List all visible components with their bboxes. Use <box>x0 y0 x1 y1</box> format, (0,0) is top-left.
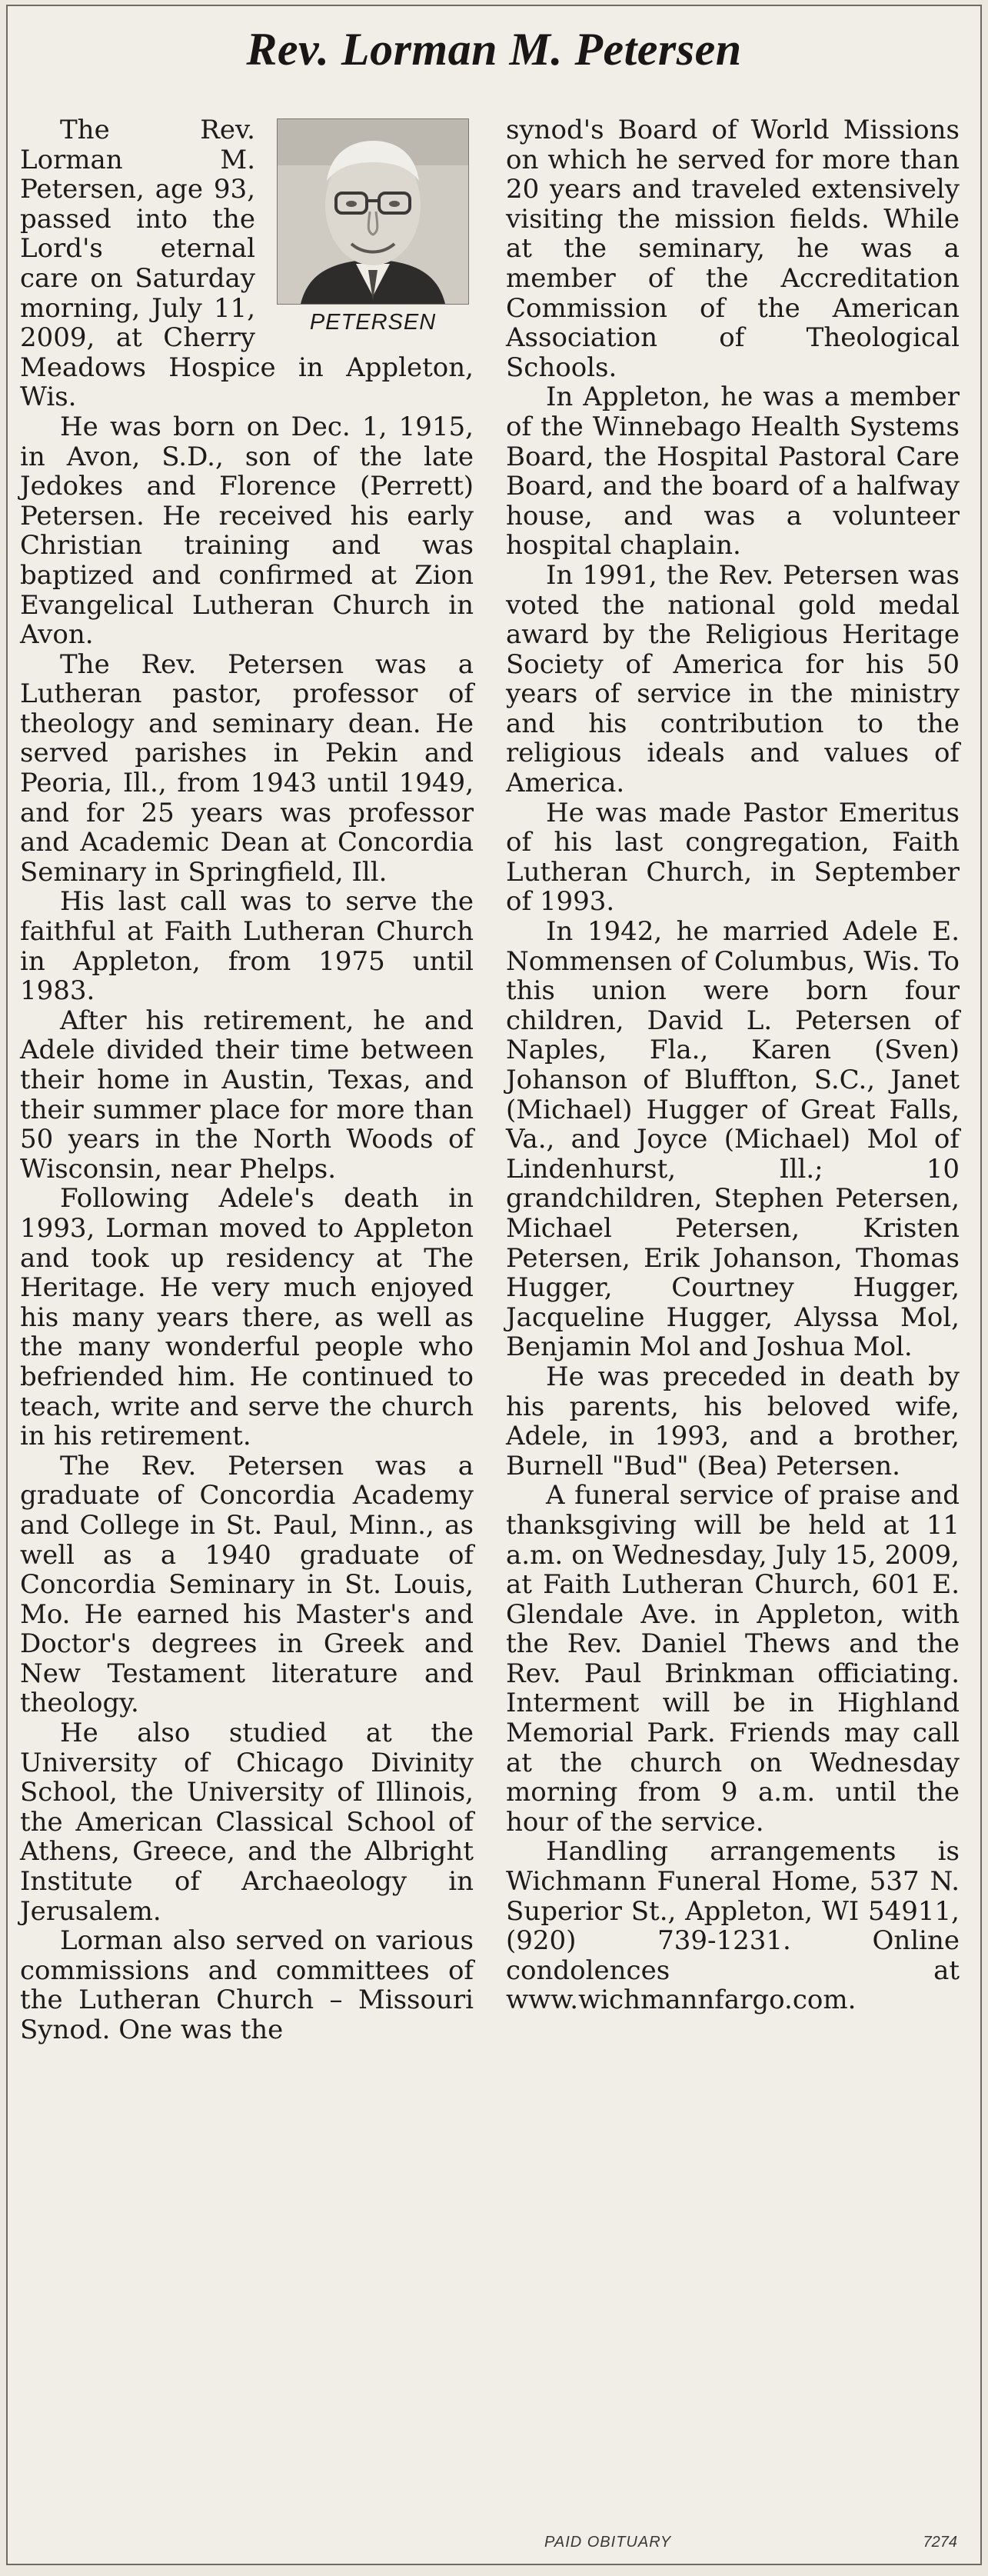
obituary-paragraph: He also studied at the University of Chicago Divinity School, the University of Illinois, the American Classical School of Athens, Greece, and the Albright Institute of Archaeology in Jerusalem. <box>20 1718 474 1927</box>
photo-caption: PETERSEN <box>309 310 437 335</box>
obituary-clipping <box>6 5 982 2565</box>
obituary-paragraph: The Rev. Petersen was a graduate of Concordia Academy and College in St. Paul, Minn., as well as a 1940 graduate of Concordia Seminary in St. Louis, Mo. He earned his Master's and Doctor's degrees in Greek and New Testament literature and theology. <box>20 1450 474 1719</box>
obituary-paragraph: Following Adele's death in 1993, Lorman moved to Appleton and took up residency at The Heritage. He very much enjoyed his many years there, as well as the many wonderful people who befriended him. He continued to teach, write and serve the church in his retirement. <box>20 1183 474 1452</box>
obituary-paragraph: In 1942, he married Adele E. Nommensen of Columbus, Wis. To this union were born four children, David L. Petersen of Naples, Fla., Karen (Sven) Johanson of Bluffton, S.C., Janet (Michael) Hugger of Great Falls, Va., and Joyce (Michael) Mol of Lindenhurst, Ill.; 10 grandchildren, Stephen Petersen, Michael Petersen, Kristen Petersen, Erik Johanson, Thomas Hugger, Courtney Hugger, Jacqueline Hugger, Alyssa Mol, Benjamin Mol and Joshua Mol. <box>506 916 960 1363</box>
obituary-paragraph: His last call was to serve the faithful at Faith Lutheran Church in Appleton, from 1975 until 1983. <box>20 886 474 1007</box>
portrait-illustration <box>278 119 468 304</box>
paid-obituary-label: PAID OBITUARY <box>544 2534 672 2551</box>
obituary-paragraph: The Rev. Petersen was a Lutheran pastor, professor of theology and seminary dean. He served parishes in Pekin and Peoria, Ill., from 1943 until 1949, and for 25 years was professor and Academic Dean at Concordia Seminary in Springfield, Ill. <box>20 648 474 888</box>
obituary-paragraph: In Appleton, he was a member of the Winnebago Health Systems Board, the Hospital Pastoral Care Board, and the board of a halfway house, and was a volunteer hospital chaplain. <box>506 382 960 562</box>
obituary-paragraph: He was made Pastor Emeritus of his last congregation, Faith Lutheran Church, in September of 1993. <box>506 797 960 918</box>
obituary-paragraph: He was preceded in death by his parents, his beloved wife, Adele, in 1993, and a brother, Burnell "Bud" (Bea) Petersen. <box>506 1361 960 1481</box>
portrait-photo <box>277 118 469 305</box>
obituary-paragraph: He was born on Dec. 1, 1915, in Avon, S.D., son of the late Jedokes and Florence (Perrett) Petersen. He received his early Christian training and was baptized and confirmed at Zion Evangelical Lutheran Church in Avon. <box>20 411 474 651</box>
portrait-block <box>272 118 474 335</box>
obituary-paragraph: After his retirement, he and Adele divided their time between their home in Austin, Texas, and their summer place for more than 50 years in the North Woods of Wisconsin, near Phelps. <box>20 1005 474 1185</box>
right-column <box>506 115 960 2015</box>
obituary-paragraph: In 1991, the Rev. Petersen was voted the national gold medal award by the Religious Heritage Society of America for his 50 years of service in the ministry and his contribution to the religious ideals and values of America. <box>506 559 960 799</box>
ad-code: 7274 <box>923 2534 957 2551</box>
obituary-paragraph: Lorman also served on various commissions and committees of the Lutheran Church – Missouri Synod. One was the <box>20 1925 474 2045</box>
obituary-paragraph: A funeral service of praise and thanksgiving will be held at 11 a.m. on Wednesday, July 15, 2009, at Faith Lutheran Church, 601 E. Glendale Ave. in Appleton, with the Rev. Daniel Thews and the Rev. Paul Brinkman officiating. Interment will be in Highland Memorial Park. Friends may call at the church on Wednesday morning from 9 a.m. until the hour of the service. <box>506 1480 960 1838</box>
obituary-paragraph: Handling arrangements is Wichmann Funeral Home, 537 N. Superior St., Appleton, WI 54911, (920) 739-1231. Online condolences at www.wichmannfargo.com. <box>506 1836 960 2016</box>
obituary-paragraph: The Rev. Lorman M. Petersen, age 93, passed into the Lord's eternal care on Saturday morning, July 11, 2009, at Cherry Meadows Hospice in Appleton, Wis. <box>20 115 474 413</box>
obituary-paragraph: synod's Board of World Missions on which he served for more than 20 years and traveled extensively visiting the mission fields. While at the seminary, he was a member of the Accreditation Commission of the American Association of Theological Schools. <box>506 115 960 383</box>
left-column <box>20 115 474 2045</box>
obituary-title: Rev. Lorman M. Petersen <box>246 24 742 75</box>
